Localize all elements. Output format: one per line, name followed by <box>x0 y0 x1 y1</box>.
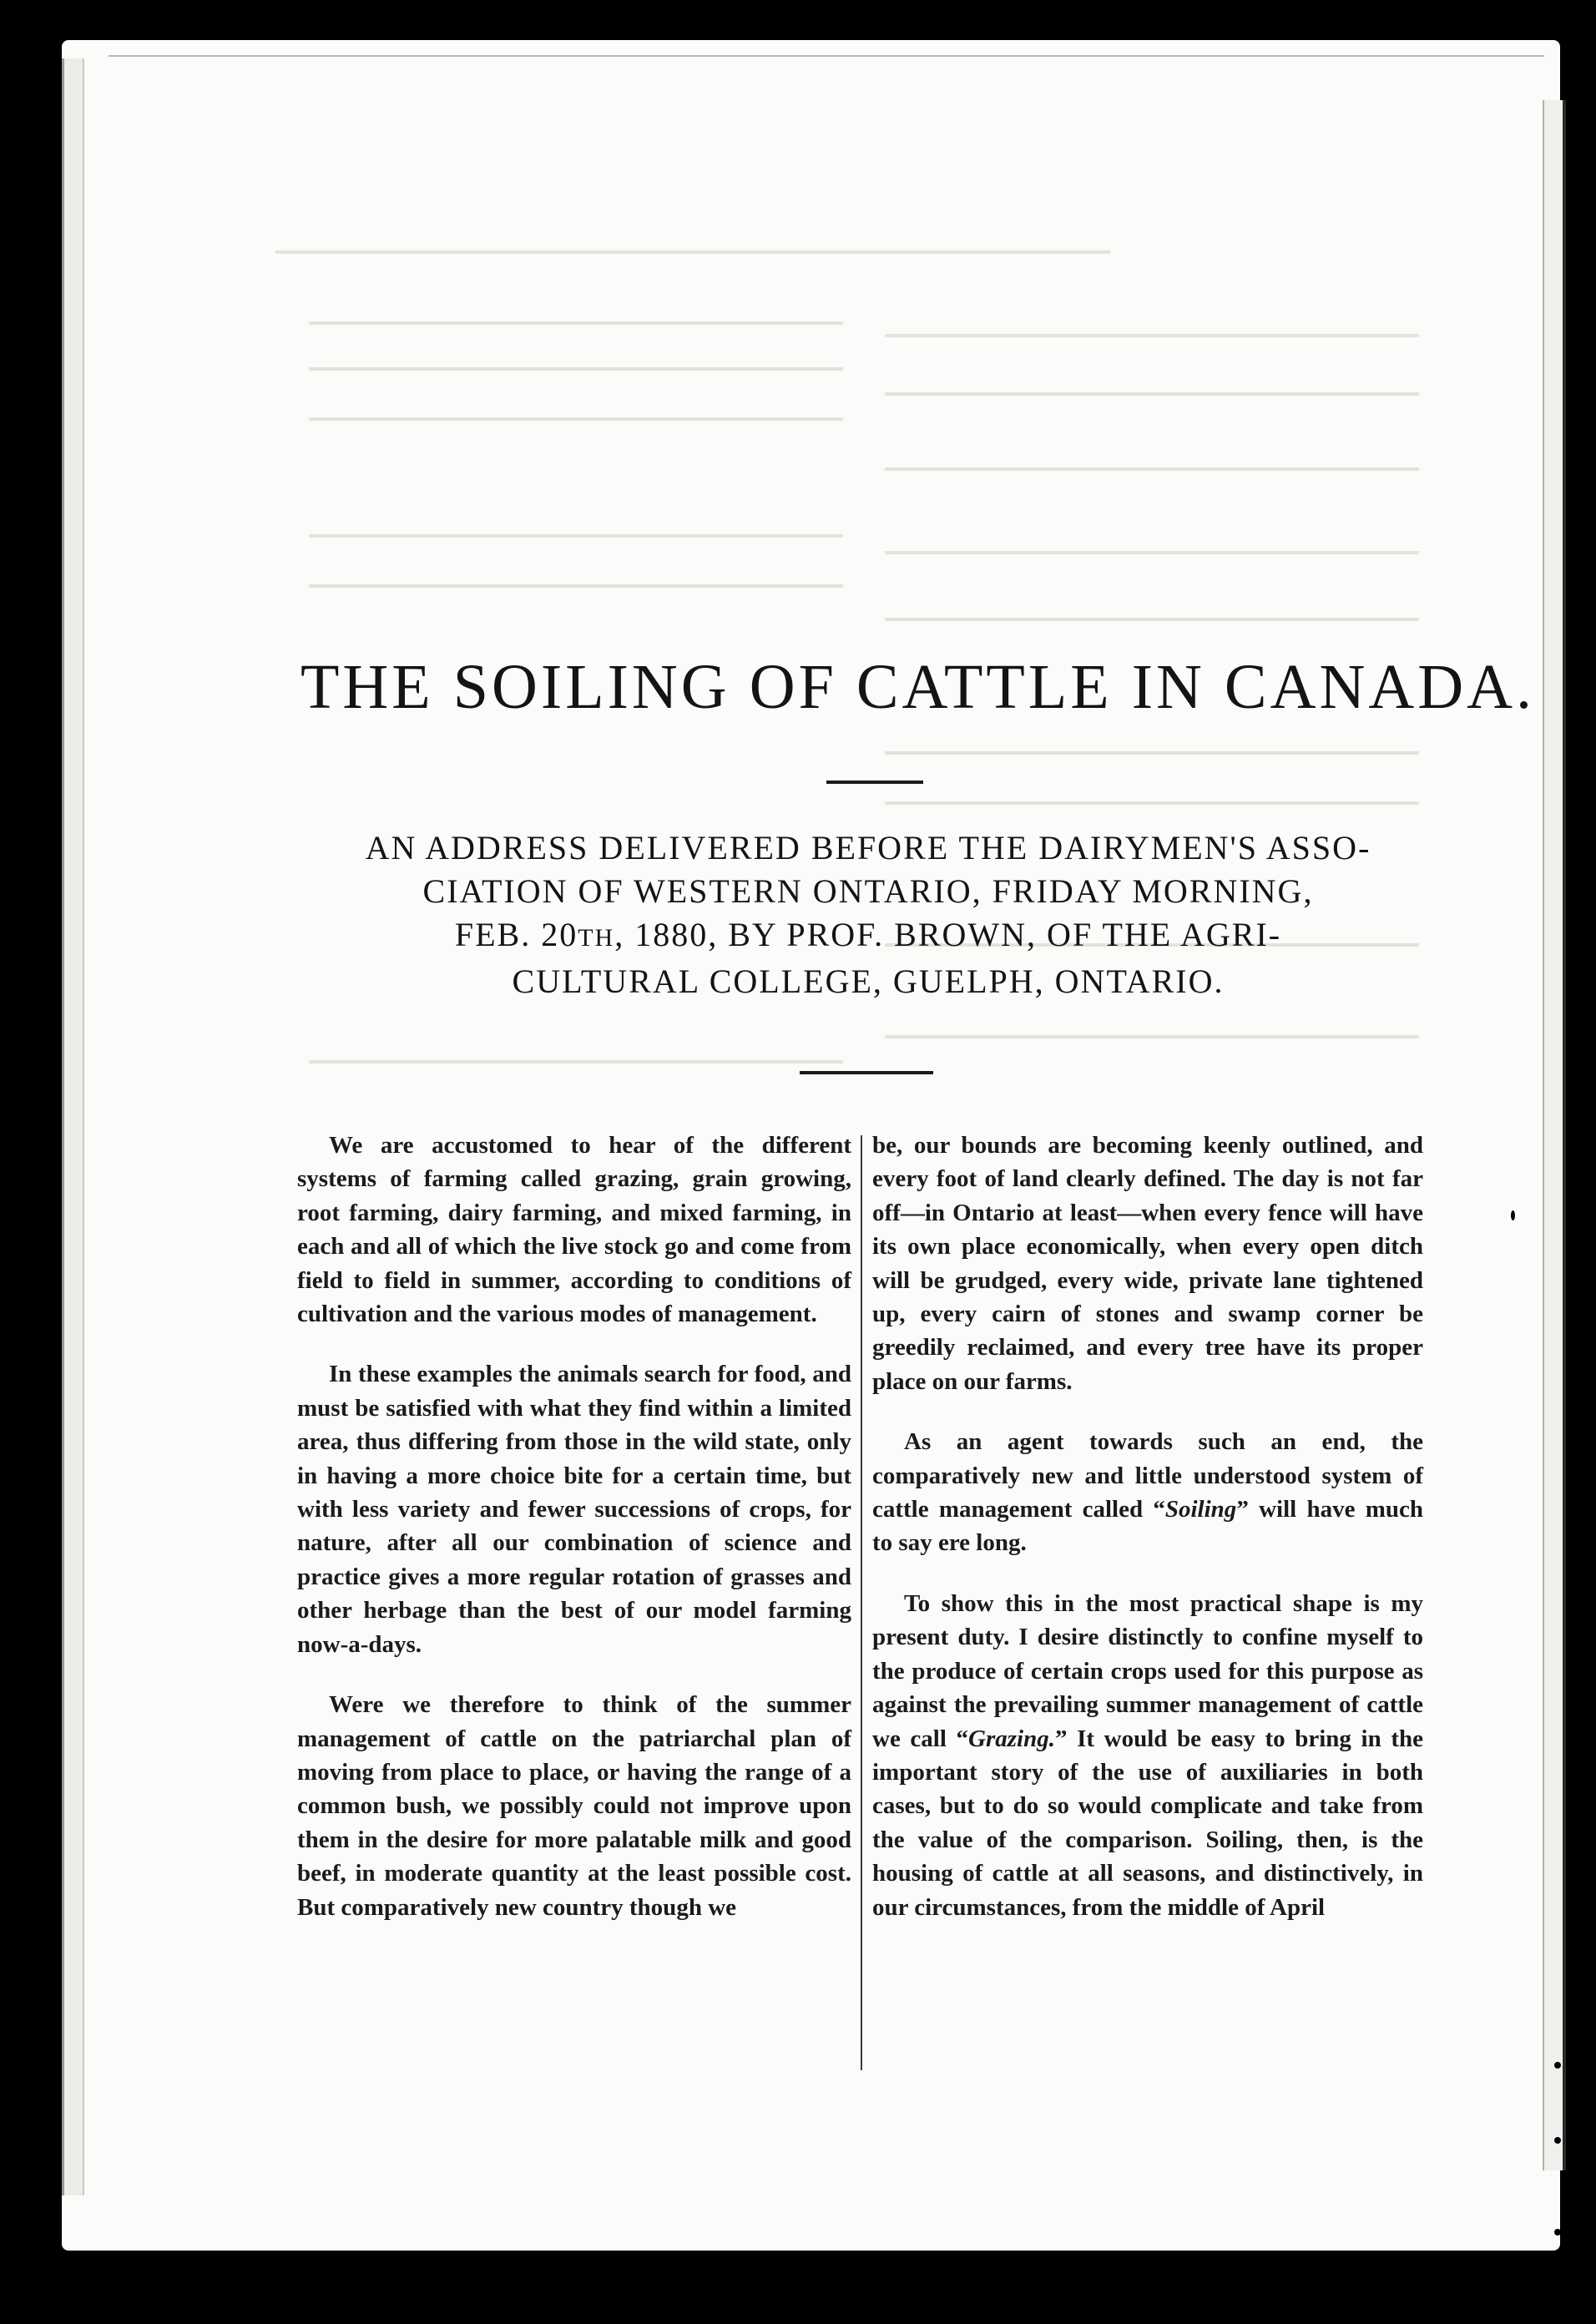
paragraph: In these examples the animals search for food, and must be satisfied with what they find within a limited area, thus differing from those in the wild state, only in having a more choice bite for a certain time, but with less variety and fewer successions of crops, for nature, after all our combination of science and practice gives a more regular rotation of grasses and other herbage than the best of our model farming now-a-days. <box>297 1361 851 1658</box>
article-subtitle <box>275 826 1461 1003</box>
bleed-through <box>309 1060 843 1063</box>
bleed-through <box>275 250 1110 254</box>
bleed-through <box>885 751 1419 755</box>
paragraph <box>872 1425 1423 1560</box>
subtitle-line-2: CIATION OF WESTERN ONTARIO, FRIDAY MORNING, <box>422 872 1314 910</box>
column-divider <box>861 1135 862 2070</box>
scan-speck <box>1554 2229 1561 2236</box>
paragraph-text: As an agent towards such an end, the comparatively new and little understood system of cattle management called “ <box>872 1428 1423 1523</box>
paragraph: Were we therefore to think of the summer management of cattle on the patriarchal plan of moving from place to place, or having the range of a common bush, we possibly could not improve upon them in the desire for more palatable milk and good beef, in moderate quantity at the least possible cost. But comparatively new country though we <box>297 1691 851 1921</box>
subtitle-rule <box>800 1071 933 1074</box>
book-edge-right <box>1543 100 1566 2170</box>
scan-speck <box>15 493 23 500</box>
subtitle-line-1: AN ADDRESS DELIVERED BEFORE THE DAIRYMEN'S ASSO- <box>365 829 1371 866</box>
scan-speck <box>1511 1210 1515 1220</box>
scan-speck <box>1554 2062 1561 2069</box>
right-column <box>872 1129 1423 1951</box>
bleed-through <box>885 334 1419 337</box>
article-title: THE SOILING OF CATTLE IN CANADA. <box>301 652 1536 722</box>
bleed-through <box>885 1035 1419 1038</box>
paragraph <box>872 1587 1423 1924</box>
subtitle-line-3b: , 1880, BY PROF. BROWN, OF THE AGRI- <box>614 916 1282 953</box>
bleed-through <box>309 534 843 538</box>
bleed-through <box>309 417 843 421</box>
bleed-through <box>885 551 1419 554</box>
bleed-through <box>309 321 843 325</box>
bleed-through <box>309 584 843 588</box>
left-column <box>297 1129 851 1951</box>
bleed-through <box>885 392 1419 396</box>
title-rule <box>826 781 923 784</box>
paragraph-text: ” will have much to say ere long. <box>872 1496 1424 1557</box>
bleed-through <box>885 467 1419 471</box>
paragraph: be, our bounds are becoming keenly outlined, and every foot of land clearly defined. The day is not far off—in Ontario at least—when every fence will have its own place economically, when every open ditch will be grudged, every wide, private lane tightened up, every cairn of stones and swamp corner be greedily reclaimed, and every tree have its proper place on our farms. <box>872 1132 1423 1395</box>
emphasis-grazing: Grazing. <box>968 1725 1055 1752</box>
bleed-through <box>885 618 1419 621</box>
subtitle-line-3a: FEB. 20 <box>454 916 578 953</box>
paragraph: We are accustomed to hear of the different systems of farming called grazing, grain growing, root farming, dairy farming, and mixed farming, in each and all of which the live stock go and come from field to field in summer, according to conditions of cultivation and the various modes of management. <box>297 1132 851 1328</box>
book-edge-top <box>109 48 1544 57</box>
book-edge-left <box>62 58 84 2195</box>
bleed-through <box>309 367 843 371</box>
bleed-through <box>885 801 1419 805</box>
subtitle-line-3-ordinal: TH <box>578 924 615 952</box>
paragraph-text: To show this in the most practical shape is my present duty. I desire distinctly to confine myself to the produce of certain crops used for this purpose as against the prevailing summer management of cattle we call “ <box>872 1589 1423 1752</box>
subtitle-line-4: CULTURAL COLLEGE, GUELPH, ONTARIO. <box>512 962 1225 1000</box>
scan-speck <box>1554 2137 1561 2144</box>
paragraph-text: ” It would be easy to bring in the important story of the use of auxiliaries in both cases, but to do so would complicate and take from the value of the comparison. Soiling, then, is the housing of cattle at all seasons, and distinctively, in our circumstances, from the middle of April <box>872 1725 1423 1921</box>
emphasis-soiling: Soiling <box>1164 1496 1237 1523</box>
